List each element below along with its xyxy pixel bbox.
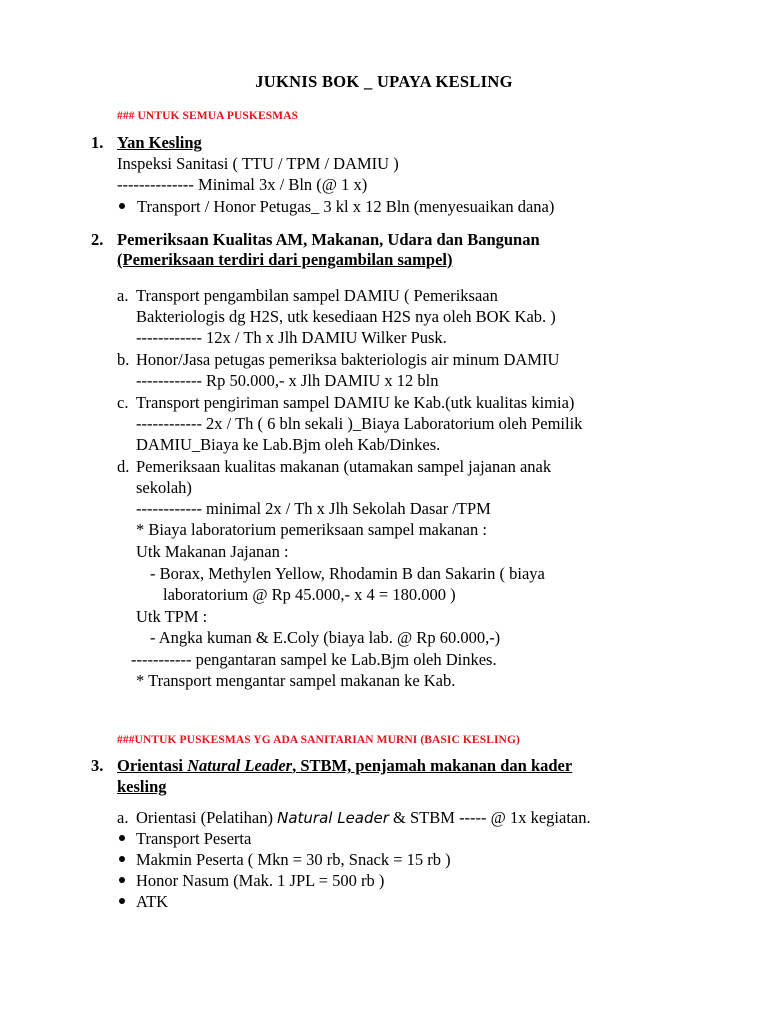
section-3-heading-pre: Orientasi	[117, 756, 188, 775]
item-d-line-7: laboratorium @ Rp 45.000,- x 4 = 180.000 )	[163, 585, 456, 604]
item-d-line-1: Pemeriksaan kualitas makanan (utamakan sampel jajanan anak	[136, 457, 552, 476]
section-1-line-1: Inspeksi Sanitasi ( TTU / TPM / DAMIU )	[117, 154, 399, 173]
section-2-heading: Pemeriksaan Kualitas AM, Makanan, Udara dan Bangunan	[117, 230, 540, 249]
section-2-number: 2.	[91, 230, 104, 249]
item-d-line-9: - Angka kuman & E.Coly (biaya lab. @ Rp 60.000,-)	[150, 628, 501, 647]
item-d-line-4: * Biaya laboratorium pemeriksaan sampel makanan :	[136, 520, 487, 539]
section-3-heading-italic: Natural Leader	[187, 756, 293, 775]
section-3-item-a	[136, 807, 591, 830]
section-3-heading-line-2: kesling	[117, 777, 167, 796]
bullet-icon	[119, 835, 125, 841]
bullet-icon	[119, 203, 125, 209]
item-d-line-2: sekolah)	[136, 478, 192, 497]
item-d-line-6: - Borax, Methylen Yellow, Rhodamin B dan Sakarin ( biaya	[150, 564, 545, 583]
item-c-line-3: DAMIU_Biaya ke Lab.Bjm oleh Kab/Dinkes.	[136, 435, 441, 454]
item-c-line-2: ------------ 2x / Th ( 6 bln sekali )_Biaya Laboratorium oleh Pemilik	[136, 414, 583, 433]
section-1-heading: Yan Kesling	[117, 133, 202, 152]
section-3-heading-post: , STBM, penjamah makanan dan kader	[292, 756, 573, 775]
item-d-line-3: ------------ minimal 2x / Th x Jlh Sekolah Dasar /TPM	[136, 499, 491, 518]
item-a-line-1: Transport pengambilan sampel DAMIU ( Pemeriksaan	[136, 286, 498, 305]
section-2-subheading: (Pemeriksaan terdiri dari pengambilan sampel)	[117, 250, 453, 269]
section-1-number: 1.	[91, 133, 104, 152]
section-3-item-a-post: & STBM ----- @ 1x kegiatan.	[388, 808, 591, 827]
item-d-label: d.	[117, 457, 130, 476]
item-a-line-2: Bakteriologis dg H2S, utk kesediaan H2S nya oleh BOK Kab. )	[136, 307, 556, 326]
item-d-line-11: * Transport mengantar sampel makanan ke Kab.	[136, 671, 456, 690]
item-c-label: c.	[117, 393, 129, 412]
section-3-item-a-label: a.	[117, 808, 129, 827]
section-3-heading	[117, 755, 572, 777]
section-3-item-a-italic: Natural Leader	[277, 809, 389, 827]
item-b-label: b.	[117, 350, 130, 369]
item-c-line-1: Transport pengiriman sampel DAMIU ke Kab.(utk kualitas kimia)	[136, 393, 575, 412]
section-1-bullet-text: Transport / Honor Petugas_ 3 kl x 12 Bln (menyesuaikan dana)	[137, 197, 555, 216]
section-3-bullet-3: Honor Nasum (Mak. 1 JPL = 500 rb )	[136, 871, 385, 890]
section-3-bullet-4: ATK	[136, 892, 169, 911]
document-title: JUKNIS BOK _ UPAYA KESLING	[255, 72, 513, 91]
section-3-number: 3.	[91, 756, 104, 775]
bullet-icon	[119, 877, 125, 883]
section-1-line-2: -------------- Minimal 3x / Bln (@ 1 x)	[117, 175, 368, 194]
item-b-line-1: Honor/Jasa petugas pemeriksa bakteriologis air minum DAMIU	[136, 350, 560, 369]
section-header-sanitarian-murni: ###UNTUK PUSKESMAS YG ADA SANITARIAN MURNI (BASIC KESLING)	[117, 734, 520, 746]
item-d-line-8: Utk TPM :	[136, 607, 208, 626]
item-a-line-3: ------------ 12x / Th x Jlh DAMIU Wilker Pusk.	[136, 328, 447, 347]
bullet-icon	[119, 898, 125, 904]
item-d-line-10: ----------- pengantaran sampel ke Lab.Bjm oleh Dinkes.	[131, 650, 497, 669]
bullet-icon	[119, 856, 125, 862]
item-b-line-2: ------------ Rp 50.000,- x Jlh DAMIU x 12 bln	[136, 371, 439, 390]
section-3-bullet-2: Makmin Peserta ( Mkn = 30 rb, Snack = 15 rb )	[136, 850, 451, 869]
section-header-all-puskesmas: ### UNTUK SEMUA PUSKESMAS	[117, 110, 299, 122]
section-3-bullet-1: Transport Peserta	[136, 829, 252, 848]
section-3-item-a-pre: Orientasi (Pelatihan)	[136, 808, 278, 827]
item-d-line-5: Utk Makanan Jajanan :	[136, 542, 289, 561]
item-a-label: a.	[117, 286, 129, 305]
